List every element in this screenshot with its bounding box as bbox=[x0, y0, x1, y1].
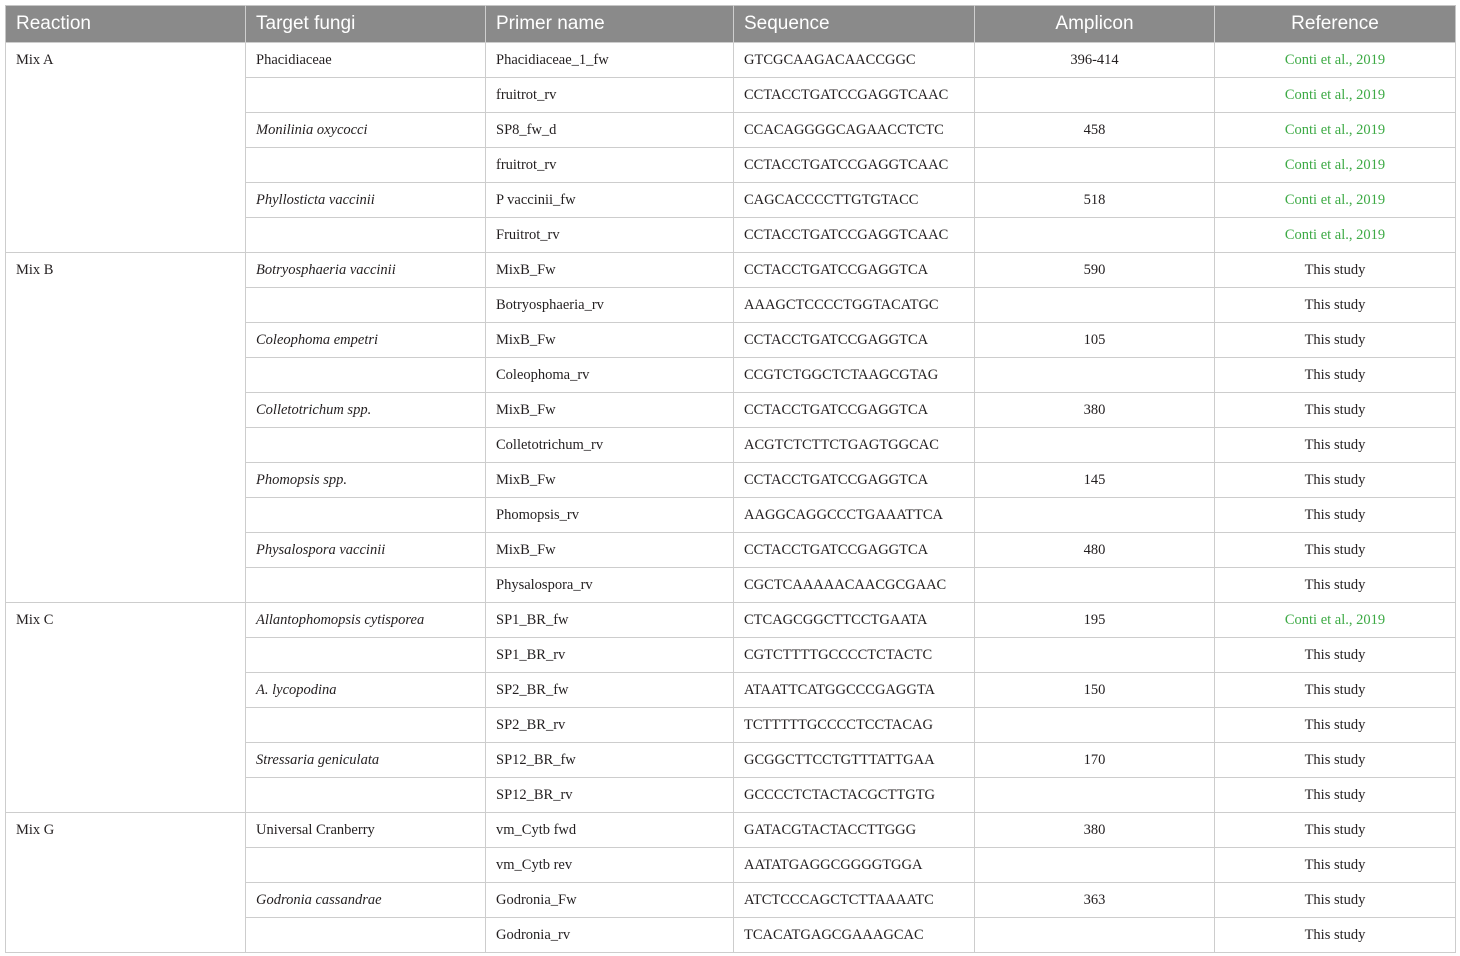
reaction-cell: Mix B bbox=[6, 253, 246, 603]
primer-name-cell: SP2_BR_rv bbox=[486, 708, 734, 743]
target-fungi-cell bbox=[246, 638, 486, 673]
sequence-cell: GATACGTACTACCTTGGG bbox=[734, 813, 975, 848]
amplicon-cell bbox=[975, 148, 1215, 183]
amplicon-cell: 170 bbox=[975, 743, 1215, 778]
primer-name-cell: Phacidiaceae_1_fw bbox=[486, 43, 734, 78]
target-fungi-cell bbox=[246, 78, 486, 113]
reference-cell bbox=[1215, 743, 1456, 778]
reference-link[interactable]: Conti et al., 2019 bbox=[1284, 87, 1386, 103]
sequence-cell: CCGTCTGGCTCTAAGCGTAG bbox=[734, 358, 975, 393]
reference-text: This study bbox=[1304, 437, 1366, 453]
primer-name-cell: Colletotrichum_rv bbox=[486, 428, 734, 463]
reference-cell bbox=[1215, 43, 1456, 78]
target-fungi-cell: Colletotrichum spp. bbox=[246, 393, 486, 428]
target-fungi-cell: Universal Cranberry bbox=[246, 813, 486, 848]
sequence-cell: AAGGCAGGCCCTGAAATTCA bbox=[734, 498, 975, 533]
primer-name-cell: SP1_BR_rv bbox=[486, 638, 734, 673]
reference-cell bbox=[1215, 463, 1456, 498]
sequence-cell: CCTACCTGATCCGAGGTCA bbox=[734, 253, 975, 288]
reference-cell bbox=[1215, 78, 1456, 113]
reference-cell bbox=[1215, 603, 1456, 638]
target-fungi-cell: Physalospora vaccinii bbox=[246, 533, 486, 568]
reference-text: This study bbox=[1304, 542, 1366, 558]
reference-text: This study bbox=[1304, 367, 1366, 383]
sequence-cell: CCTACCTGATCCGAGGTCAAC bbox=[734, 148, 975, 183]
reaction-cell: Mix C bbox=[6, 603, 246, 813]
amplicon-cell bbox=[975, 218, 1215, 253]
primer-name-cell: SP8_fw_d bbox=[486, 113, 734, 148]
header-primer-name: Primer name bbox=[486, 6, 734, 43]
amplicon-cell bbox=[975, 428, 1215, 463]
reference-text: This study bbox=[1304, 717, 1366, 733]
sequence-cell: GCCCCTCTACTACGCTTGTG bbox=[734, 778, 975, 813]
primer-name-cell: fruitrot_rv bbox=[486, 78, 734, 113]
sequence-cell: CGCTCAAAAACAACGCGAAC bbox=[734, 568, 975, 603]
amplicon-cell: 480 bbox=[975, 533, 1215, 568]
amplicon-cell: 195 bbox=[975, 603, 1215, 638]
primer-name-cell: P vaccinii_fw bbox=[486, 183, 734, 218]
reference-text: This study bbox=[1304, 647, 1366, 663]
sequence-cell: CCTACCTGATCCGAGGTCAAC bbox=[734, 218, 975, 253]
amplicon-cell bbox=[975, 288, 1215, 323]
header-sequence: Sequence bbox=[734, 6, 975, 43]
reference-cell bbox=[1215, 498, 1456, 533]
target-fungi-cell bbox=[246, 428, 486, 463]
header-amplicon: Amplicon bbox=[975, 6, 1215, 43]
target-fungi-cell: Allantophomopsis cytisporea bbox=[246, 603, 486, 638]
amplicon-cell: 363 bbox=[975, 883, 1215, 918]
amplicon-cell: 105 bbox=[975, 323, 1215, 358]
target-fungi-cell: Botryosphaeria vaccinii bbox=[246, 253, 486, 288]
primer-name-cell: Godronia_Fw bbox=[486, 883, 734, 918]
reference-text: This study bbox=[1304, 857, 1366, 873]
table-body bbox=[6, 43, 1456, 953]
sequence-cell: CCTACCTGATCCGAGGTCA bbox=[734, 323, 975, 358]
sequence-cell: CCACAGGGGCAGAACCTCTC bbox=[734, 113, 975, 148]
amplicon-cell bbox=[975, 708, 1215, 743]
reaction-cell: Mix G bbox=[6, 813, 246, 953]
primer-name-cell: Botryosphaeria_rv bbox=[486, 288, 734, 323]
reference-cell bbox=[1215, 358, 1456, 393]
sequence-cell: AAAGCTCCCCTGGTACATGC bbox=[734, 288, 975, 323]
reference-link[interactable]: Conti et al., 2019 bbox=[1284, 612, 1386, 628]
primer-name-cell: SP2_BR_fw bbox=[486, 673, 734, 708]
reference-text: This study bbox=[1304, 577, 1366, 593]
target-fungi-cell: Phyllosticta vaccinii bbox=[246, 183, 486, 218]
sequence-cell: CCTACCTGATCCGAGGTCA bbox=[734, 533, 975, 568]
reference-text: This study bbox=[1304, 507, 1366, 523]
reference-cell bbox=[1215, 918, 1456, 953]
primer-name-cell: MixB_Fw bbox=[486, 323, 734, 358]
target-fungi-cell: Monilinia oxycocci bbox=[246, 113, 486, 148]
reference-cell bbox=[1215, 638, 1456, 673]
sequence-cell: CTCAGCGGCTTCCTGAATA bbox=[734, 603, 975, 638]
reference-text: This study bbox=[1304, 262, 1366, 278]
header-reference: Reference bbox=[1215, 6, 1456, 43]
primer-name-cell: MixB_Fw bbox=[486, 463, 734, 498]
target-fungi-cell bbox=[246, 498, 486, 533]
amplicon-cell bbox=[975, 638, 1215, 673]
reference-link[interactable]: Conti et al., 2019 bbox=[1284, 227, 1386, 243]
table-row bbox=[6, 813, 1456, 848]
primer-name-cell: MixB_Fw bbox=[486, 533, 734, 568]
primer-name-cell: fruitrot_rv bbox=[486, 148, 734, 183]
target-fungi-cell bbox=[246, 708, 486, 743]
primer-name-cell: Coleophoma_rv bbox=[486, 358, 734, 393]
reference-link[interactable]: Conti et al., 2019 bbox=[1284, 122, 1386, 138]
reference-text: This study bbox=[1304, 892, 1366, 908]
sequence-cell: CCTACCTGATCCGAGGTCAAC bbox=[734, 78, 975, 113]
reference-cell bbox=[1215, 428, 1456, 463]
table-header bbox=[6, 6, 1456, 43]
reference-cell bbox=[1215, 393, 1456, 428]
primer-table-container bbox=[5, 5, 1455, 953]
target-fungi-cell: Stressaria geniculata bbox=[246, 743, 486, 778]
amplicon-cell: 458 bbox=[975, 113, 1215, 148]
amplicon-cell bbox=[975, 358, 1215, 393]
amplicon-cell: 590 bbox=[975, 253, 1215, 288]
target-fungi-cell bbox=[246, 148, 486, 183]
amplicon-cell: 518 bbox=[975, 183, 1215, 218]
primer-name-cell: MixB_Fw bbox=[486, 393, 734, 428]
sequence-cell: AATATGAGGCGGGGTGGA bbox=[734, 848, 975, 883]
sequence-cell: CCTACCTGATCCGAGGTCA bbox=[734, 463, 975, 498]
primer-name-cell: Physalospora_rv bbox=[486, 568, 734, 603]
target-fungi-cell bbox=[246, 778, 486, 813]
reference-cell bbox=[1215, 148, 1456, 183]
reference-cell bbox=[1215, 848, 1456, 883]
reference-link[interactable]: Conti et al., 2019 bbox=[1284, 52, 1386, 68]
sequence-cell: TCTTTTTGCCCCTCCTACAG bbox=[734, 708, 975, 743]
reference-cell bbox=[1215, 113, 1456, 148]
reference-text: This study bbox=[1304, 927, 1366, 943]
amplicon-cell bbox=[975, 498, 1215, 533]
target-fungi-cell bbox=[246, 848, 486, 883]
reference-link[interactable]: Conti et al., 2019 bbox=[1284, 192, 1386, 208]
reference-text: This study bbox=[1304, 822, 1366, 838]
primer-name-cell: SP12_BR_rv bbox=[486, 778, 734, 813]
reference-cell bbox=[1215, 813, 1456, 848]
table-row bbox=[6, 253, 1456, 288]
reference-text: This study bbox=[1304, 472, 1366, 488]
reference-cell bbox=[1215, 883, 1456, 918]
reference-cell bbox=[1215, 778, 1456, 813]
reference-cell bbox=[1215, 288, 1456, 323]
sequence-cell: CCTACCTGATCCGAGGTCA bbox=[734, 393, 975, 428]
sequence-cell: TCACATGAGCGAAAGCAC bbox=[734, 918, 975, 953]
target-fungi-cell bbox=[246, 568, 486, 603]
reference-cell bbox=[1215, 323, 1456, 358]
header-reaction: Reaction bbox=[6, 6, 246, 43]
primer-name-cell: vm_Cytb rev bbox=[486, 848, 734, 883]
amplicon-cell: 380 bbox=[975, 813, 1215, 848]
reaction-cell: Mix A bbox=[6, 43, 246, 253]
amplicon-cell: 396-414 bbox=[975, 43, 1215, 78]
primer-name-cell: vm_Cytb fwd bbox=[486, 813, 734, 848]
amplicon-cell bbox=[975, 568, 1215, 603]
reference-cell bbox=[1215, 218, 1456, 253]
reference-cell bbox=[1215, 253, 1456, 288]
amplicon-cell: 145 bbox=[975, 463, 1215, 498]
primer-name-cell: SP1_BR_fw bbox=[486, 603, 734, 638]
target-fungi-cell bbox=[246, 358, 486, 393]
sequence-cell: ATCTCCCAGCTCTTAAAATC bbox=[734, 883, 975, 918]
reference-text: This study bbox=[1304, 787, 1366, 803]
sequence-cell: GTCGCAAGACAACCGGC bbox=[734, 43, 975, 78]
primer-name-cell: Fruitrot_rv bbox=[486, 218, 734, 253]
reference-text: This study bbox=[1304, 682, 1366, 698]
target-fungi-cell: Phomopsis spp. bbox=[246, 463, 486, 498]
reference-cell bbox=[1215, 708, 1456, 743]
target-fungi-cell: Coleophoma empetri bbox=[246, 323, 486, 358]
target-fungi-cell: A. lycopodina bbox=[246, 673, 486, 708]
reference-text: This study bbox=[1304, 297, 1366, 313]
primer-name-cell: SP12_BR_fw bbox=[486, 743, 734, 778]
reference-text: This study bbox=[1304, 332, 1366, 348]
reference-cell bbox=[1215, 183, 1456, 218]
amplicon-cell bbox=[975, 78, 1215, 113]
amplicon-cell: 150 bbox=[975, 673, 1215, 708]
sequence-cell: ACGTCTCTTCTGAGTGGCAC bbox=[734, 428, 975, 463]
sequence-cell: GCGGCTTCCTGTTTATTGAA bbox=[734, 743, 975, 778]
target-fungi-cell: Godronia cassandrae bbox=[246, 883, 486, 918]
target-fungi-cell bbox=[246, 918, 486, 953]
primer-name-cell: Phomopsis_rv bbox=[486, 498, 734, 533]
reference-cell bbox=[1215, 533, 1456, 568]
amplicon-cell bbox=[975, 918, 1215, 953]
amplicon-cell bbox=[975, 778, 1215, 813]
table-row bbox=[6, 43, 1456, 78]
primer-name-cell: MixB_Fw bbox=[486, 253, 734, 288]
target-fungi-cell: Phacidiaceae bbox=[246, 43, 486, 78]
sequence-cell: CAGCACCCCTTGTGTACC bbox=[734, 183, 975, 218]
primer-table bbox=[5, 5, 1456, 953]
reference-cell bbox=[1215, 568, 1456, 603]
header-row bbox=[6, 6, 1456, 43]
sequence-cell: ATAATTCATGGCCCGAGGTA bbox=[734, 673, 975, 708]
amplicon-cell bbox=[975, 848, 1215, 883]
sequence-cell: CGTCTTTTGCCCCTCTACTC bbox=[734, 638, 975, 673]
reference-cell bbox=[1215, 673, 1456, 708]
target-fungi-cell bbox=[246, 288, 486, 323]
amplicon-cell: 380 bbox=[975, 393, 1215, 428]
header-target-fungi: Target fungi bbox=[246, 6, 486, 43]
table-row bbox=[6, 603, 1456, 638]
reference-text: This study bbox=[1304, 752, 1366, 768]
primer-name-cell: Godronia_rv bbox=[486, 918, 734, 953]
reference-link[interactable]: Conti et al., 2019 bbox=[1284, 157, 1386, 173]
reference-text: This study bbox=[1304, 402, 1366, 418]
target-fungi-cell bbox=[246, 218, 486, 253]
